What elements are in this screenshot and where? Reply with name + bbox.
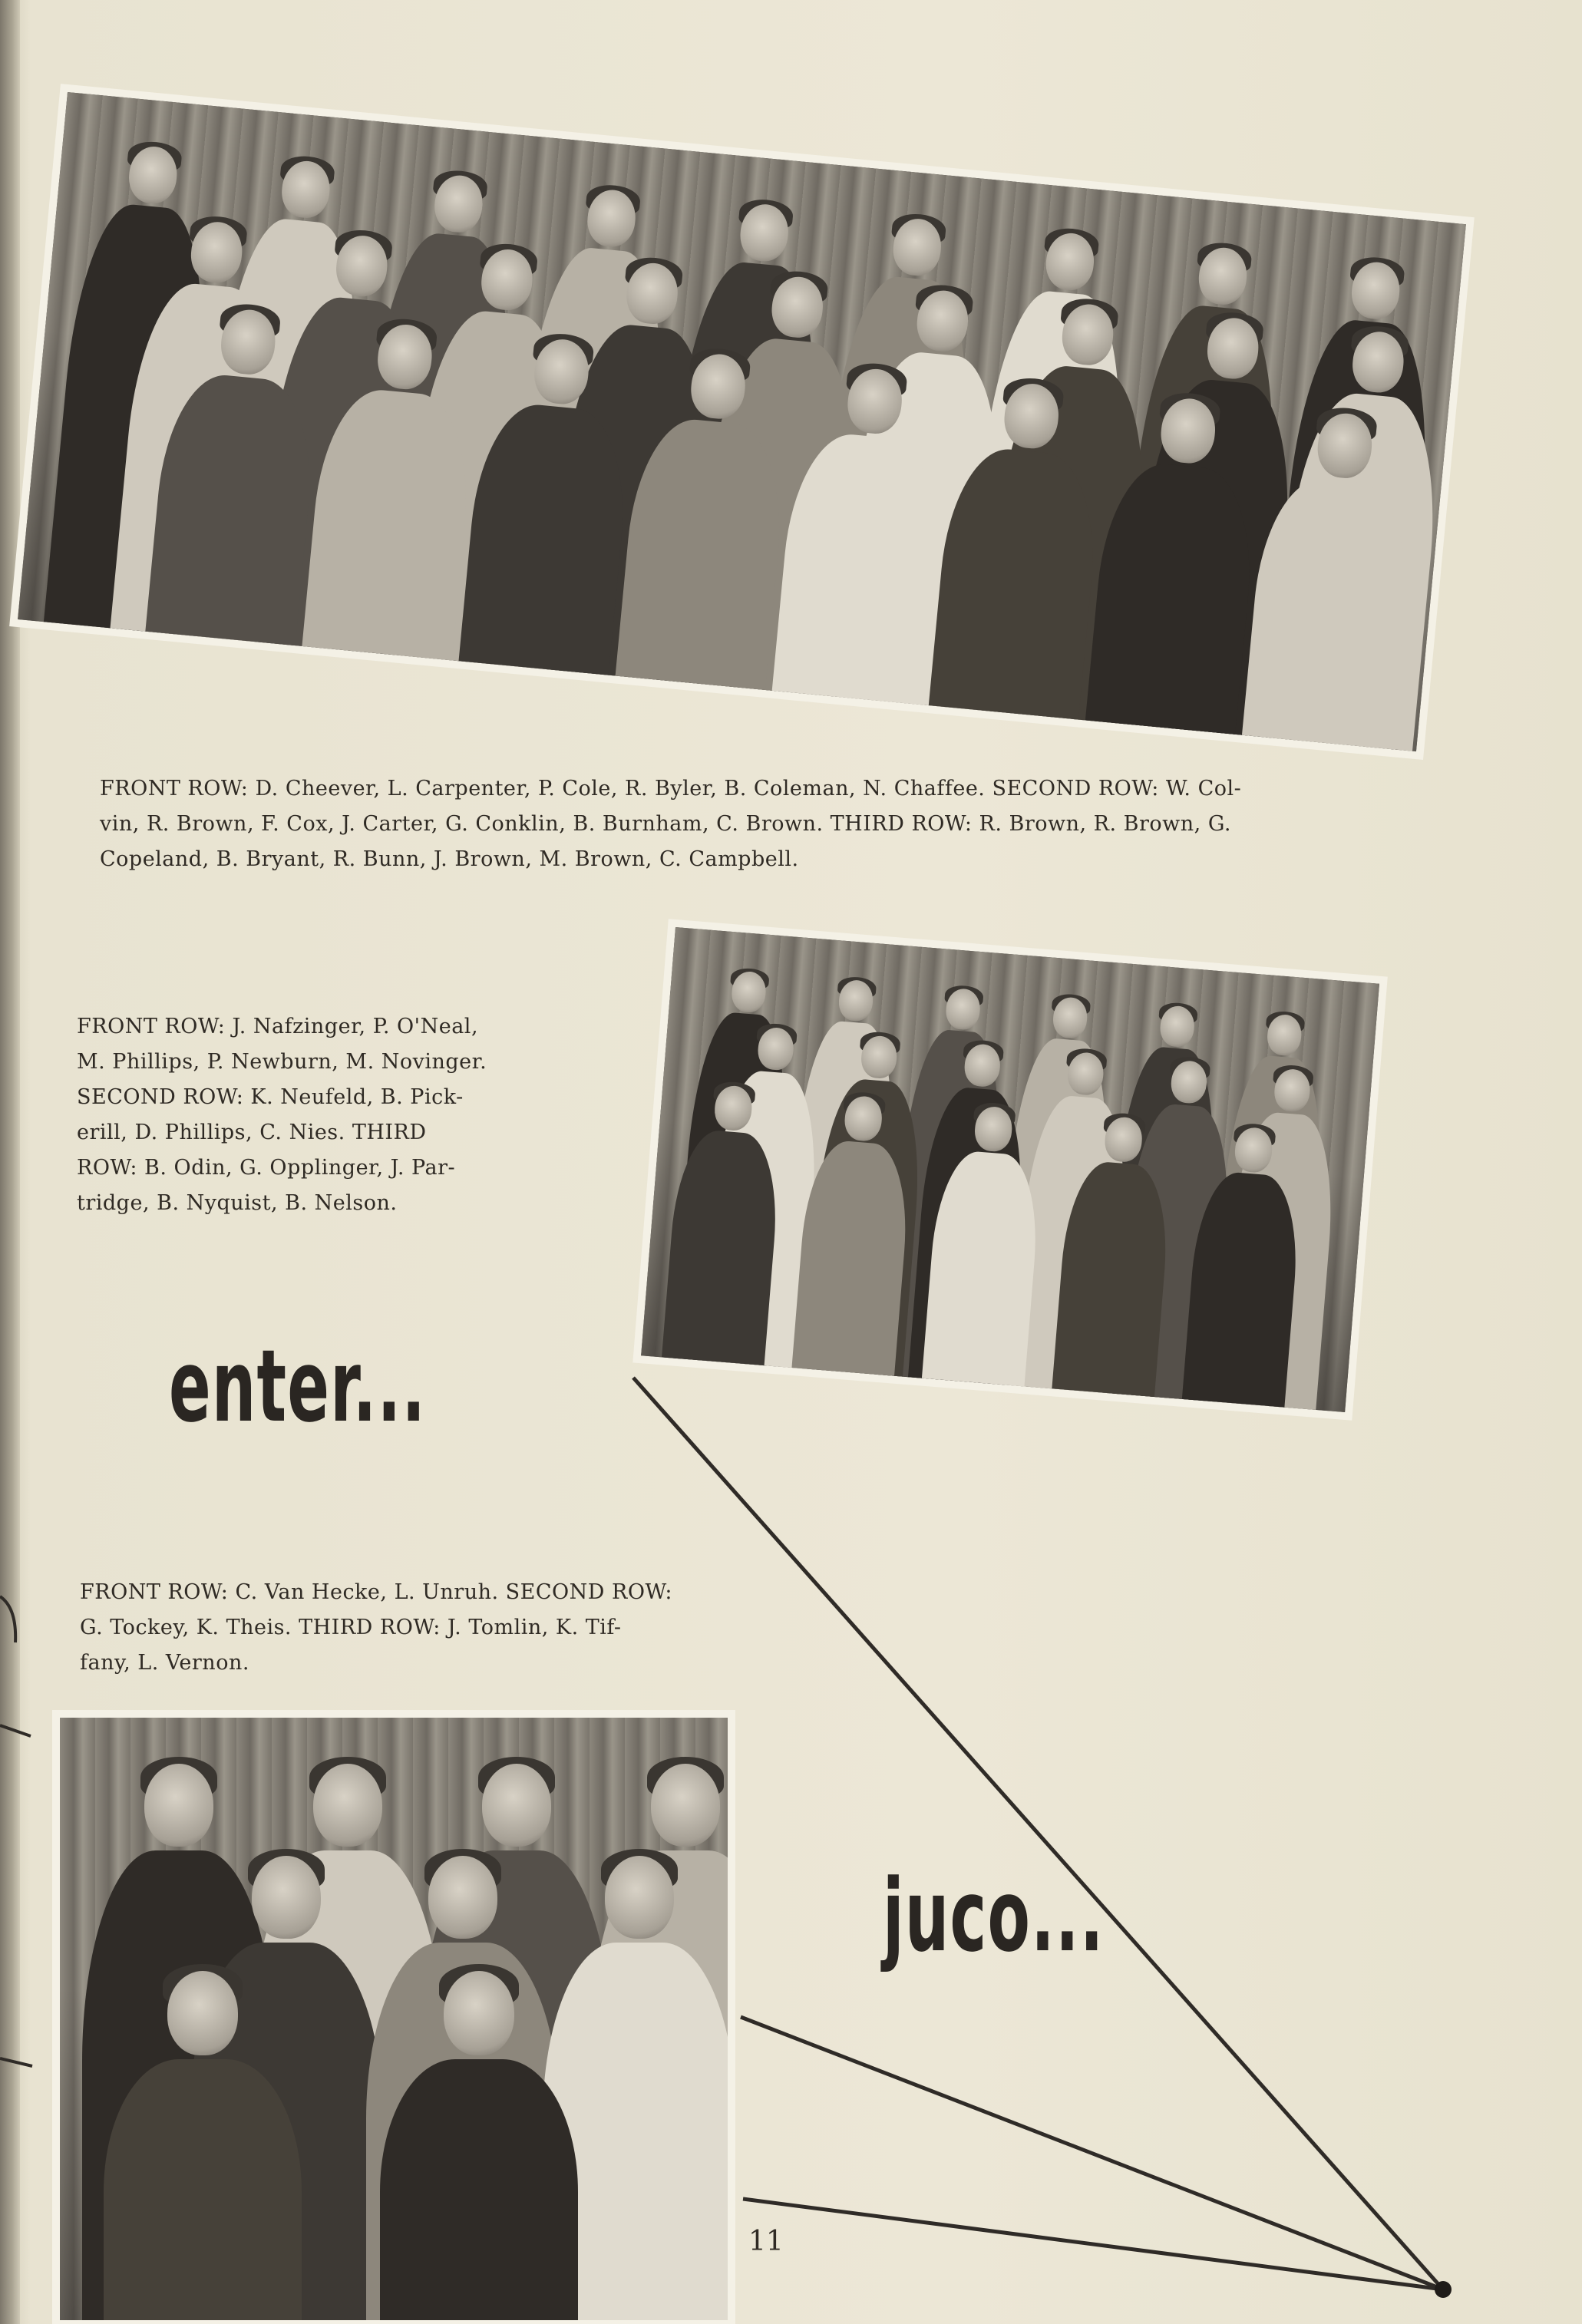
decorative-line-3: [743, 2199, 1443, 2289]
caption-middle-line-2: M. Phillips, P. Newburn, M. Novinger.: [77, 1050, 487, 1074]
decorative-line-2: [741, 2017, 1443, 2289]
heading-enter: enter...: [169, 1328, 427, 1444]
page-number: 11: [748, 2226, 784, 2257]
caption-top-line-1: FRONT ROW: D. Cheever, L. Carpenter, P. Cole, R. Byler, B. Coleman, N. Chaffee. SECOND ROW: W. Col-: [100, 777, 1242, 801]
caption-bottom-line-3: fany, L. Vernon.: [80, 1651, 249, 1675]
caption-top-line-3: Copeland, B. Bryant, R. Bunn, J. Brown, M. Brown, C. Campbell.: [100, 847, 799, 871]
caption-middle-line-6: tridge, B. Nyquist, B. Nelson.: [77, 1191, 398, 1215]
edge-mark-2: [0, 1725, 31, 1736]
caption-bottom-line-2: G. Tockey, K. Theis. THIRD ROW: J. Tomlin, K. Tif-: [80, 1616, 622, 1639]
caption-middle-line-5: ROW: B. Odin, G. Opplinger, J. Par-: [77, 1156, 456, 1180]
edge-mark-1: [0, 1596, 15, 1642]
decorative-line-1: [633, 1378, 1443, 2289]
caption-middle-line-3: SECOND ROW: K. Neufeld, B. Pick-: [77, 1085, 464, 1109]
edge-mark-3: [0, 2058, 32, 2066]
caption-middle-line-4: erill, D. Phillips, C. Nies. THIRD: [77, 1121, 427, 1144]
caption-top-line-2: vin, R. Brown, F. Cox, J. Carter, G. Conklin, B. Burnham, C. Brown. THIRD ROW: R. Brown, R. Brown, G.: [100, 812, 1232, 836]
heading-juco: juco...: [883, 1857, 1105, 1974]
convergence-dot: [1435, 2281, 1452, 2298]
caption-bottom-line-1: FRONT ROW: C. Van Hecke, L. Unruh. SECOND ROW:: [80, 1580, 672, 1604]
caption-middle-line-1: FRONT ROW: J. Nafzinger, P. O'Neal,: [77, 1015, 479, 1038]
